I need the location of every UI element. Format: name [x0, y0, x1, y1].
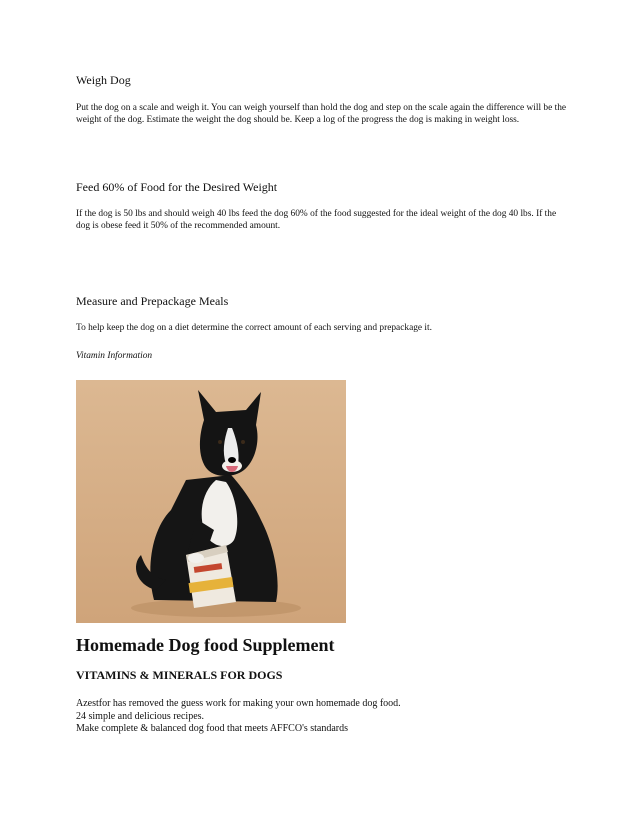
section-body-weigh-dog: Put the dog on a scale and weigh it. You can weigh yourself than hold the dog and step on the scale again the difference will be the weight of the dog. Estimate the weight the dog should be. Keep a log of the progress the dog is making in weight loss. [76, 103, 567, 125]
supplement-description [76, 698, 571, 736]
supplement-line: Azestfor has removed the guess work for making your own homemade dog food. [76, 698, 401, 709]
section-heading-feed-60: Feed 60% of Food for the Desired Weight [76, 180, 278, 194]
dog-with-supplement-photo [76, 380, 346, 623]
section-body-feed-60: If the dog is 50 lbs and should weigh 40 lbs feed the dog 60% of the food suggested for the ideal weight of the dog 40 lbs. If the dog is obese feed it 50% of the recommended amount. [76, 209, 557, 231]
section-heading-prepackage: Measure and Prepackage Meals [76, 294, 229, 308]
vitamin-information-link[interactable]: Vitamin Information [76, 351, 153, 361]
supplement-title: Homemade Dog food Supplement [76, 635, 335, 655]
supplement-line: Make complete & balanced dog food that meets AFFCO's standards [76, 723, 349, 734]
supplement-subtitle: VITAMINS & MINERALS FOR DOGS [76, 668, 283, 682]
dog-illustration [76, 380, 346, 623]
section-heading-weigh-dog: Weigh Dog [76, 73, 131, 87]
supplement-line: 24 simple and delicious recipes. [76, 710, 205, 722]
section-body-prepackage: To help keep the dog on a diet determine the correct amount of each serving and prepackage it. [76, 323, 432, 333]
